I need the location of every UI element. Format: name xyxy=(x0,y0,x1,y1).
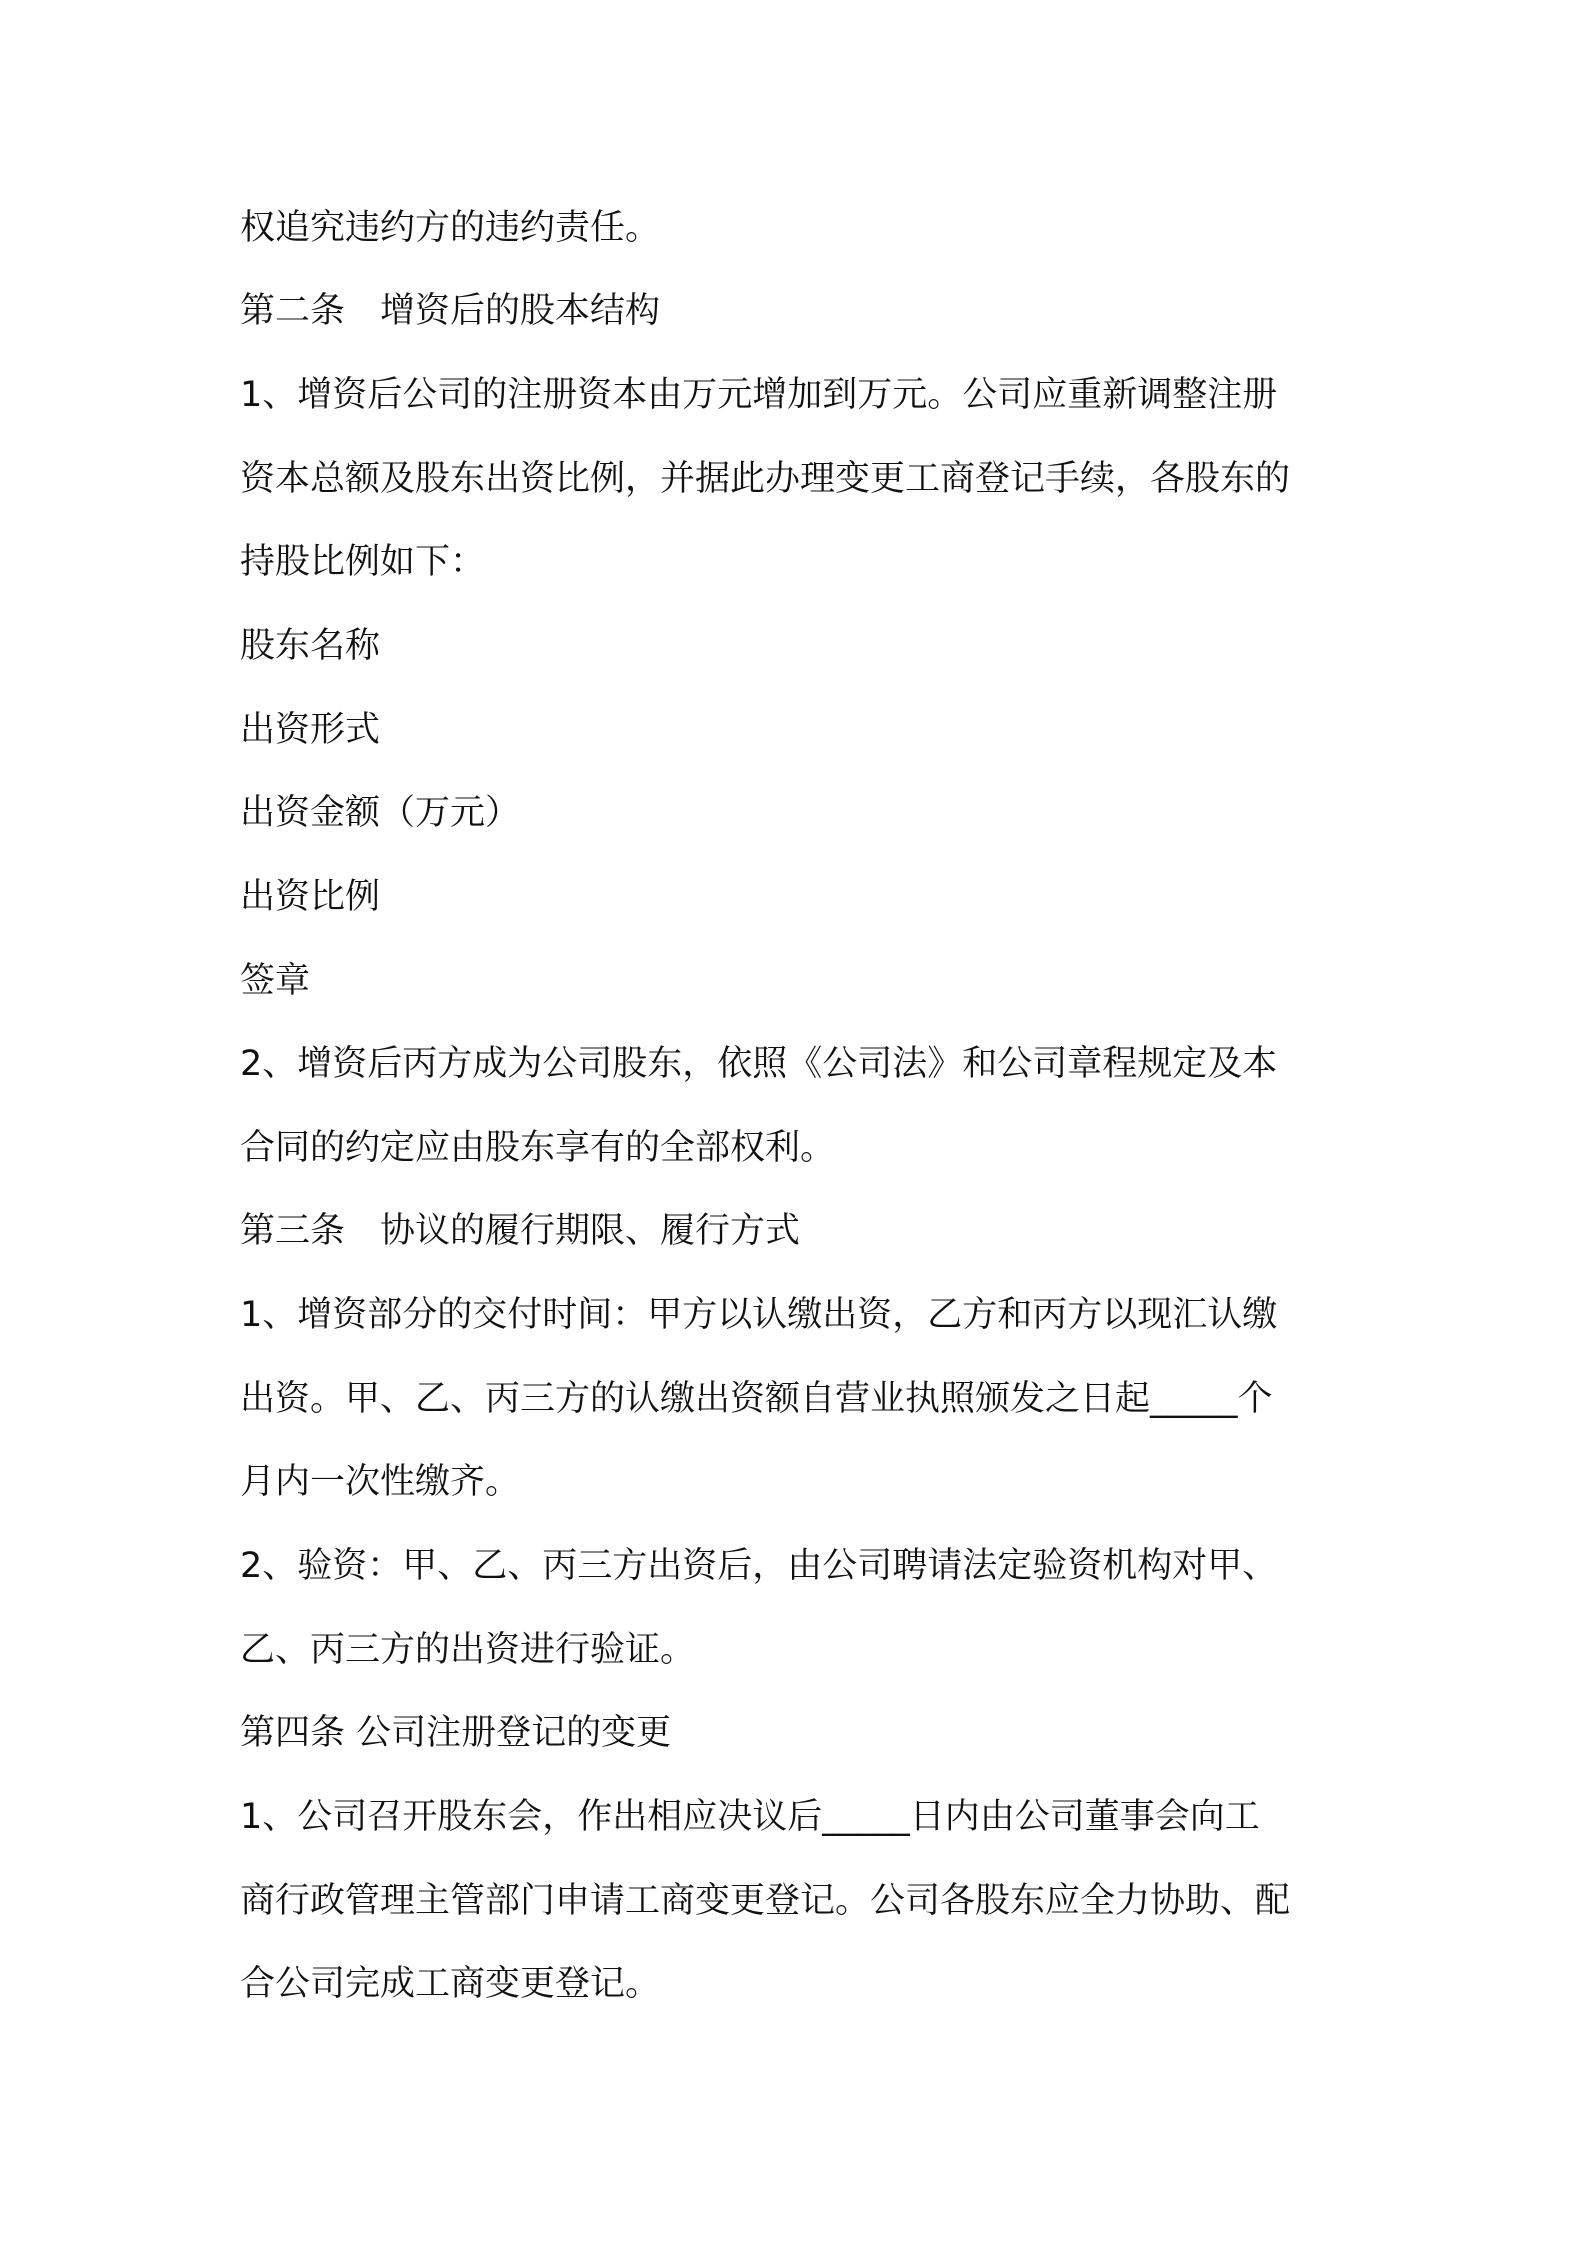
text-line: 乙、丙三方的出资进行验证。 xyxy=(240,1630,696,1670)
text-line: 商行政管理主管部门申请工商变更登记。公司各股东应全力协助、配 xyxy=(240,1881,1291,1921)
text-line: 2、增资后丙方成为公司股东，依照《公司法》和公司章程规定及本 xyxy=(240,1044,1278,1084)
section-heading-4: 第四条 公司注册登记的变更 xyxy=(240,1713,672,1753)
section-heading-2: 第二条 增资后的股本结构 xyxy=(240,291,661,331)
text-line: 2、验资：甲、乙、丙三方出资后，由公司聘请法定验资机构对甲、 xyxy=(240,1546,1278,1586)
text-line: 月内一次性缴齐。 xyxy=(240,1462,521,1502)
text-line: 1、增资部分的交付时间：甲方以认缴出资，乙方和丙方以现汇认缴 xyxy=(240,1295,1278,1335)
table-header-contribution-form: 出资形式 xyxy=(240,710,381,750)
table-header-contribution-ratio: 出资比例 xyxy=(240,877,381,917)
table-header-signature: 签章 xyxy=(240,961,311,1001)
text-line: 持股比例如下： xyxy=(240,542,486,582)
text-line: 合同的约定应由股东享有的全部权利。 xyxy=(240,1128,836,1168)
section-heading-3: 第三条 协议的履行期限、履行方式 xyxy=(240,1211,801,1251)
text-line: 权追究违约方的违约责任。 xyxy=(240,208,661,248)
text-line: 1、增资后公司的注册资本由万元增加到万元。公司应重新调整注册 xyxy=(240,375,1278,415)
text-line: 合公司完成工商变更登记。 xyxy=(240,1964,661,2004)
table-header-shareholder-name: 股东名称 xyxy=(240,626,381,666)
text-line: 1、公司召开股东会，作出相应决议后_____日内由公司董事会向工 xyxy=(240,1797,1260,1837)
table-header-contribution-amount: 出资金额（万元） xyxy=(240,793,521,833)
text-line: 出资。甲、乙、丙三方的认缴出资额自营业执照颁发之日起_____个 xyxy=(240,1379,1273,1419)
text-line: 资本总额及股东出资比例，并据此办理变更工商登记手续，各股东的 xyxy=(240,459,1291,499)
